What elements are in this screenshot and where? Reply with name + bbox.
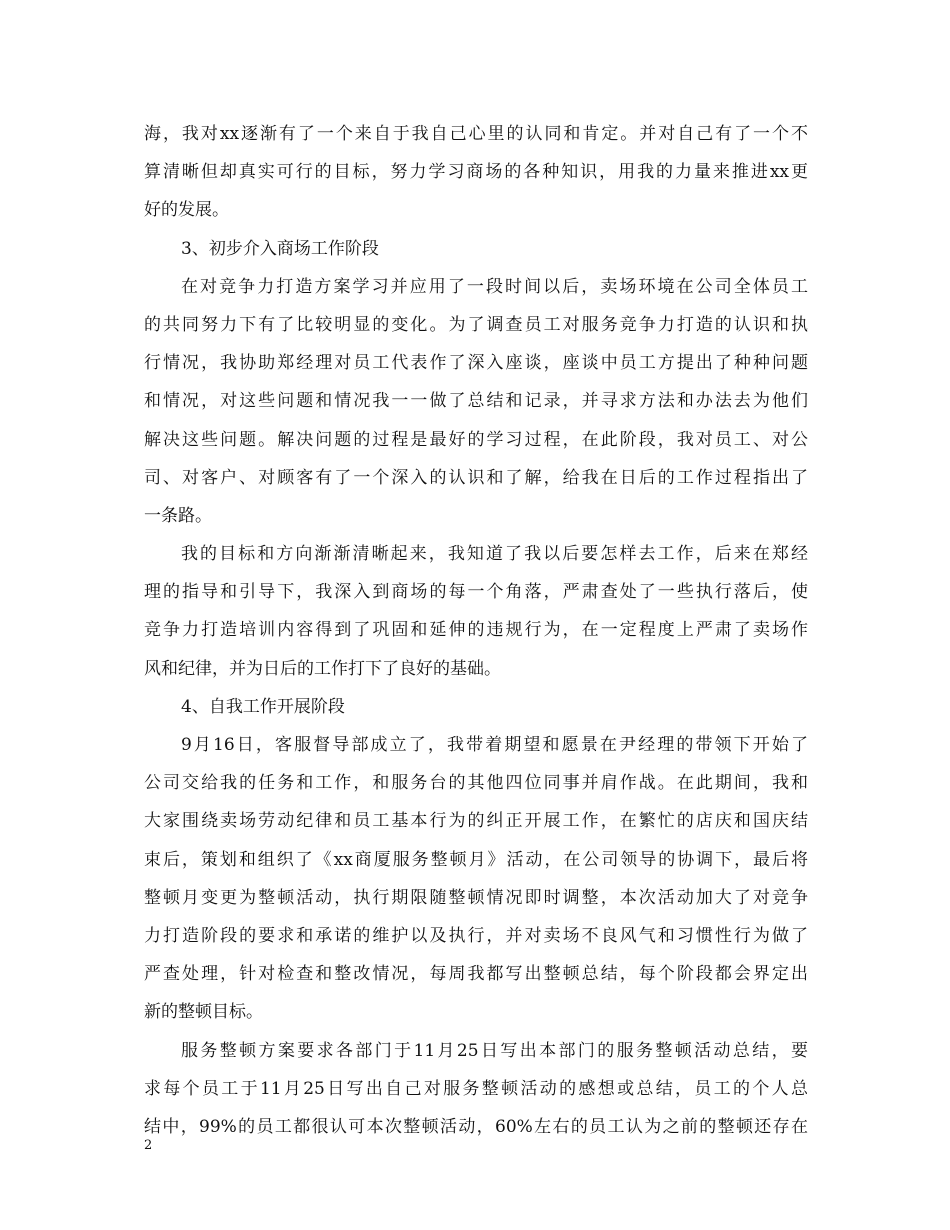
text-line: 解决这些问题。解决问题的过程是最好的学习过程，在此阶段，我对员工、对公 <box>144 429 808 450</box>
text-line: 行情况，我协助郑经理对员工代表作了深入座谈，座谈中员工方提出了种种问题 <box>144 353 808 374</box>
text-line: 4、自我工作开展阶段 <box>181 696 345 717</box>
text-line: 新的整顿目标。 <box>144 1002 263 1023</box>
page-number: 2 <box>144 1138 153 1153</box>
text-line: 算清晰但却真实可行的目标，努力学习商场的各种知识，用我的力量来推进xx更 <box>144 162 808 183</box>
text-line: 大家围绕卖场劳动纪律和员工基本行为的纠正开展工作，在繁忙的店庆和国庆结 <box>144 811 808 832</box>
text-line: 风和纪律，并为日后的工作打下了良好的基础。 <box>144 658 501 679</box>
text-line: 9月16日，客服督导部成立了，我带着期望和愿景在尹经理的带领下开始了 <box>181 735 808 755</box>
text-line: 竞争力打造培训内容得到了巩固和延伸的违规行为，在一定程度上严肃了卖场作 <box>144 620 808 641</box>
text-line: 司、对客户、对顾客有了一个深入的认识和了解，给我在日后的工作过程指出了 <box>144 467 808 488</box>
text-line: 我的目标和方向渐渐清晰起来，我知道了我以后要怎样去工作，后来在郑经 <box>181 544 808 565</box>
text-line: 服务整顿方案要求各部门于11月25日写出本部门的服务整顿活动总结，要 <box>181 1040 808 1061</box>
text-line: 和情况，对这些问题和情况我一一做了总结和记录，并寻求方法和办法去为他们 <box>144 391 808 412</box>
text-line: 在对竞争力打造方案学习并应用了一段时间以后，卖场环境在公司全体员工 <box>181 276 808 297</box>
document-body <box>144 115 808 1146</box>
text-line: 好的发展。 <box>144 200 229 221</box>
text-line: 海，我对xx逐渐有了一个来自于我自己心里的认同和肯定。并对自己有了一个不 <box>144 124 808 144</box>
text-line: 3、初步介入商场工作阶段 <box>181 238 379 259</box>
text-line: 的共同努力下有了比较明显的变化。为了调查员工对服务竞争力打造的认识和执 <box>144 314 808 335</box>
text-line: 束后，策划和组织了《xx商厦服务整顿月》活动，在公司领导的协调下，最后将 <box>144 849 808 870</box>
text-line: 一条路。 <box>144 505 212 526</box>
text-line: 结中，99%的员工都很认可本次整顿活动，60%左右的员工认为之前的整顿还存在 <box>144 1116 808 1137</box>
text-line: 理的指导和引导下，我深入到商场的每一个角落，严肃查处了一些执行落后，使 <box>144 582 808 603</box>
text-line: 公司交给我的任务和工作，和服务台的其他四位同事并肩作战。在此期间，我和 <box>144 773 808 794</box>
text-line: 整顿月变更为整顿活动，执行期限随整顿情况即时调整，本次活动加大了对竞争 <box>144 887 808 908</box>
text-line: 求每个员工于11月25日写出自己对服务整顿活动的感想或总结，员工的个人总 <box>144 1078 808 1099</box>
text-line: 力打造阶段的要求和承诺的维护以及执行，并对卖场不良风气和习惯性行为做了 <box>144 925 808 946</box>
text-line: 严查处理，针对检查和整改情况，每周我都写出整顿总结，每个阶段都会界定出 <box>144 964 808 985</box>
